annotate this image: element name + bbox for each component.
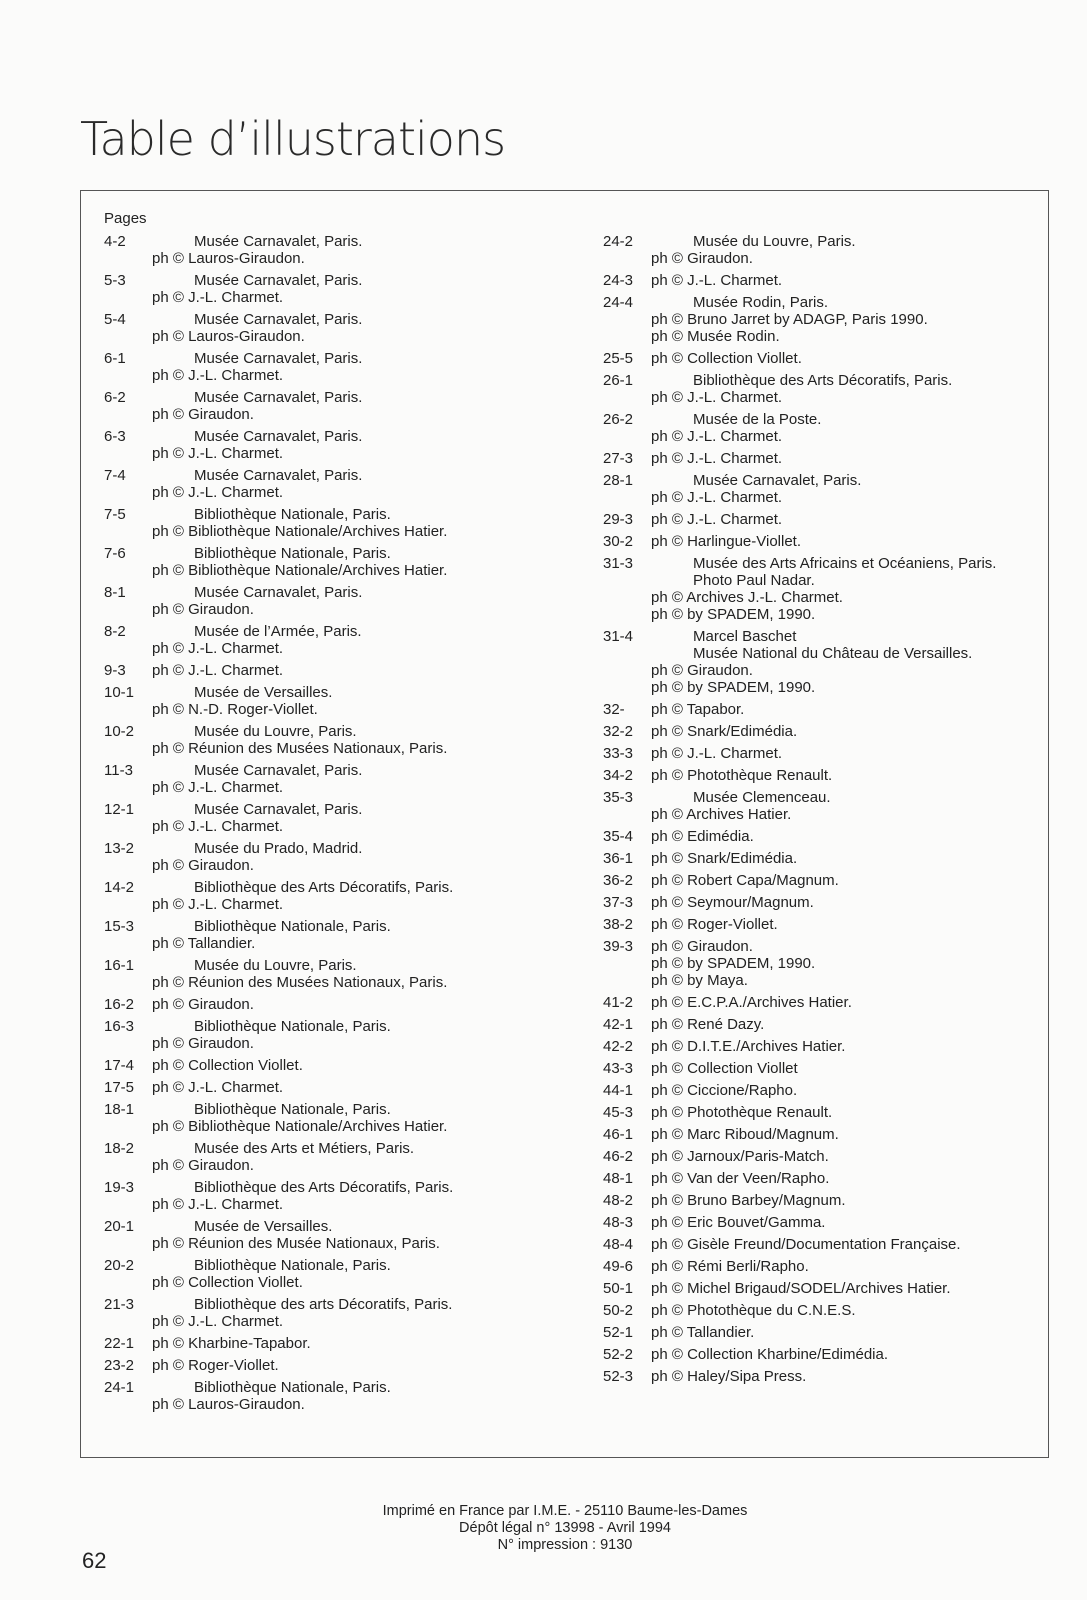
photo-credit: ph © by SPADEM, 1990. <box>651 606 816 623</box>
illustration-entry <box>603 745 1043 762</box>
source-location: Musée du Louvre, Paris. <box>194 957 357 974</box>
illustration-entry <box>104 233 574 267</box>
page-reference: 35-3 <box>603 789 634 806</box>
source-location: Musée de Versailles. <box>194 684 333 701</box>
page-reference: 18-1 <box>104 1101 135 1118</box>
page-title: Table d’illustrations <box>80 112 506 166</box>
right-column <box>603 233 1043 1390</box>
source-location: Bibliothèque Nationale, Paris. <box>194 545 391 562</box>
illustration-entry <box>603 789 1043 823</box>
photo-credit: ph © Tallandier. <box>651 1324 755 1341</box>
illustration-entry <box>603 533 1043 550</box>
source-location: Musée de l’Armée, Paris. <box>194 623 362 640</box>
photo-credit: ph © by SPADEM, 1990. <box>651 679 816 696</box>
page-reference: 7-4 <box>104 467 126 484</box>
illustration-entry <box>603 767 1043 784</box>
illustration-entry <box>603 233 1043 267</box>
photo-credit: ph © Tapabor. <box>651 701 745 718</box>
illustration-entry <box>104 840 574 874</box>
page-reference: 20-1 <box>104 1218 135 1235</box>
source-location: Bibliothèque Nationale, Paris. <box>194 1018 391 1035</box>
page-reference: 38-2 <box>603 916 634 933</box>
page-reference: 49-6 <box>603 1258 634 1275</box>
page-reference: 44-1 <box>603 1082 634 1099</box>
illustration-entry <box>104 389 574 423</box>
photo-credit: ph © Haley/Sipa Press. <box>651 1368 807 1385</box>
illustration-entry <box>603 701 1043 718</box>
illustration-entry <box>104 350 574 384</box>
page-reference: 24-3 <box>603 272 634 289</box>
page-reference: 41-2 <box>603 994 634 1011</box>
illustration-entry <box>603 1082 1043 1099</box>
page-reference: 29-3 <box>603 511 634 528</box>
source-location: Bibliothèque Nationale, Paris. <box>194 1257 391 1274</box>
photo-credit: ph © Archives J.-L. Charmet. <box>651 589 843 606</box>
photo-credit: ph © Tallandier. <box>152 935 256 952</box>
illustration-entry <box>104 1018 574 1052</box>
source-location: Musée Rodin, Paris. <box>693 294 829 311</box>
page-reference: 42-1 <box>603 1016 634 1033</box>
photo-credit: ph © Photothèque du C.N.E.S. <box>651 1302 856 1319</box>
illustration-entry <box>603 1104 1043 1121</box>
page-reference: 32-2 <box>603 723 634 740</box>
colophon-printer: Imprimé en France par I.M.E. - 25110 Baume-les-Dames <box>382 1503 748 1519</box>
photo-credit: ph © Snark/Edimédia. <box>651 723 798 740</box>
illustration-entry <box>603 294 1043 345</box>
page-reference: 24-4 <box>603 294 634 311</box>
page-reference: 16-1 <box>104 957 135 974</box>
photo-credit: ph © E.C.P.A./Archives Hatier. <box>651 994 852 1011</box>
photo-credit: ph © Photothèque Renault. <box>651 767 833 784</box>
source-location: Musée Carnavalet, Paris. <box>194 311 363 328</box>
page-reference: 43-3 <box>603 1060 634 1077</box>
illustration-entry <box>603 411 1043 445</box>
photo-credit: ph © J.-L. Charmet. <box>152 779 284 796</box>
illustration-entry <box>104 801 574 835</box>
illustration-entry <box>104 623 574 657</box>
page-reference: 26-1 <box>603 372 634 389</box>
printer-colophon <box>0 1503 1087 1554</box>
source-location: Musée National du Château de Versailles. <box>693 645 973 662</box>
illustration-entry <box>104 996 574 1013</box>
page-reference: 7-6 <box>104 545 126 562</box>
illustration-entry <box>104 272 574 306</box>
page-reference: 20-2 <box>104 1257 135 1274</box>
page-reference: 52-3 <box>603 1368 634 1385</box>
source-location: Bibliothèque des Arts Décoratifs, Paris. <box>194 1179 454 1196</box>
illustration-entry <box>603 828 1043 845</box>
page-number: 62 <box>82 1548 107 1573</box>
illustration-entry <box>104 1179 574 1213</box>
photo-credit: ph © Giraudon. <box>651 662 753 679</box>
photo-credit: ph © Giraudon. <box>651 938 753 955</box>
source-location: Musée Carnavalet, Paris. <box>194 350 363 367</box>
source-location: Musée Carnavalet, Paris. <box>194 272 363 289</box>
page-reference: 33-3 <box>603 745 634 762</box>
photo-credit: ph © Archives Hatier. <box>651 806 792 823</box>
illustration-entry <box>603 511 1043 528</box>
photo-credit: ph © Giraudon. <box>152 1035 254 1052</box>
illustration-entry <box>603 723 1043 740</box>
page-reference: 6-3 <box>104 428 126 445</box>
source-location: Musée du Prado, Madrid. <box>194 840 363 857</box>
illustration-entry <box>104 1101 574 1135</box>
page-reference: 19-3 <box>104 1179 135 1196</box>
photo-credit: ph © J.-L. Charmet. <box>152 367 284 384</box>
source-location: Musée du Louvre, Paris. <box>194 723 357 740</box>
page-reference: 14-2 <box>104 879 135 896</box>
page-reference: 52-1 <box>603 1324 634 1341</box>
photo-credit: ph © Lauros-Giraudon. <box>152 328 305 345</box>
illustration-entry <box>104 1218 574 1252</box>
photo-credit: ph © J.-L. Charmet. <box>651 745 783 762</box>
illustration-entry <box>104 1140 574 1174</box>
photo-credit: ph © Réunion des Musée Nationaux, Paris. <box>152 1235 440 1252</box>
photo-credit: ph © Collection Viollet. <box>152 1274 303 1291</box>
photo-credit: ph © Collection Viollet <box>651 1060 798 1077</box>
illustration-entry <box>104 428 574 462</box>
photo-credit: ph © J.-L. Charmet. <box>152 1079 284 1096</box>
photo-credit: ph © Photothèque Renault. <box>651 1104 833 1121</box>
page-reference: 31-3 <box>603 555 634 572</box>
photo-credit: ph © Bruno Barbey/Magnum. <box>651 1192 846 1209</box>
photo-credit: ph © J.-L. Charmet. <box>152 445 284 462</box>
source-location: Musée de Versailles. <box>194 1218 333 1235</box>
page-reference: 28-1 <box>603 472 634 489</box>
page-reference: 17-4 <box>104 1057 135 1074</box>
page-reference: 50-1 <box>603 1280 634 1297</box>
page-reference: 48-4 <box>603 1236 634 1253</box>
photo-credit: ph © Lauros-Giraudon. <box>152 250 305 267</box>
photo-credit: ph © Eric Bouvet/Gamma. <box>651 1214 826 1231</box>
photo-credit: ph © D.I.T.E./Archives Hatier. <box>651 1038 846 1055</box>
photo-credit: ph © N.-D. Roger-Viollet. <box>152 701 318 718</box>
page-reference: 9-3 <box>104 662 126 679</box>
page-reference: 24-2 <box>603 233 634 250</box>
page-reference: 48-1 <box>603 1170 634 1187</box>
photo-credit: ph © J.-L. Charmet. <box>152 896 284 913</box>
photo-credit: ph © Gisèle Freund/Documentation Française. <box>651 1236 961 1253</box>
source-location: Musée Clemenceau. <box>693 789 831 806</box>
photo-credit: ph © Edimédia. <box>651 828 754 845</box>
source-location: Bibliothèque des Arts Décoratifs, Paris. <box>693 372 953 389</box>
page-reference: 42-2 <box>603 1038 634 1055</box>
source-location: Musée Carnavalet, Paris. <box>194 762 363 779</box>
illustration-entry <box>104 1379 574 1413</box>
illustration-entry <box>603 994 1043 1011</box>
photo-credit: ph © J.-L. Charmet. <box>152 818 284 835</box>
photo-credit: ph © Collection Viollet. <box>651 350 802 367</box>
page-reference: 24-1 <box>104 1379 135 1396</box>
photo-credit: ph © Réunion des Musées Nationaux, Paris. <box>152 974 448 991</box>
illustration-entry <box>603 1016 1043 1033</box>
illustration-entry <box>603 1346 1043 1363</box>
photo-credit: ph © Snark/Edimédia. <box>651 850 798 867</box>
photo-credit: ph © J.-L. Charmet. <box>152 1313 284 1330</box>
photo-credit: ph © J.-L. Charmet. <box>152 1196 284 1213</box>
source-location: Bibliothèque Nationale, Paris. <box>194 918 391 935</box>
illustration-entry <box>104 1335 574 1352</box>
illustration-entry <box>104 918 574 952</box>
page-reference: 46-1 <box>603 1126 634 1143</box>
page-reference: 21-3 <box>104 1296 135 1313</box>
page-reference: 22-1 <box>104 1335 135 1352</box>
page-reference: 13-2 <box>104 840 135 857</box>
source-location: Musée Carnavalet, Paris. <box>194 389 363 406</box>
illustration-entry <box>603 1280 1043 1297</box>
photo-credit: ph © Robert Capa/Magnum. <box>651 872 839 889</box>
photo-credit: ph © J.-L. Charmet. <box>651 389 783 406</box>
photo-credit: ph © Giraudon. <box>152 1157 254 1174</box>
photo-credit: ph © Giraudon. <box>152 857 254 874</box>
page-reference: 39-3 <box>603 938 634 955</box>
illustration-entry <box>104 684 574 718</box>
photo-credit: ph © J.-L. Charmet. <box>651 272 783 289</box>
illustration-entry <box>104 1257 574 1291</box>
source-location: Bibliothèque des Arts Décoratifs, Paris. <box>194 879 454 896</box>
photo-credit: ph © Roger-Viollet. <box>152 1357 279 1374</box>
source-location: Musée Carnavalet, Paris. <box>194 801 363 818</box>
photo-credit: ph © Ciccione/Rapho. <box>651 1082 798 1099</box>
photo-credit: ph © Bibliothèque Nationale/Archives Hatier. <box>152 562 448 579</box>
illustration-entry <box>603 1060 1043 1077</box>
illustration-entry <box>603 1236 1043 1253</box>
photo-credit: ph © Giraudon. <box>152 406 254 423</box>
photo-credit: ph © by SPADEM, 1990. <box>651 955 816 972</box>
page-reference: 50-2 <box>603 1302 634 1319</box>
photo-credit: ph © J.-L. Charmet. <box>651 511 783 528</box>
illustration-entry <box>104 545 574 579</box>
illustration-entry <box>603 916 1043 933</box>
illustration-entry <box>104 506 574 540</box>
colophon-print-number: N° impression : 9130 <box>497 1537 633 1553</box>
page-reference: 27-3 <box>603 450 634 467</box>
illustration-entry <box>603 450 1043 467</box>
page-reference: 17-5 <box>104 1079 135 1096</box>
illustration-entry <box>603 555 1043 623</box>
illustration-entry <box>603 272 1043 289</box>
page-reference: 8-2 <box>104 623 126 640</box>
page-reference: 37-3 <box>603 894 634 911</box>
page-reference: 5-4 <box>104 311 126 328</box>
source-location: Bibliothèque Nationale, Paris. <box>194 1101 391 1118</box>
photo-credit: ph © Bruno Jarret by ADAGP, Paris 1990. <box>651 311 928 328</box>
photo-credit: ph © Rémi Berli/Rapho. <box>651 1258 809 1275</box>
illustration-entry <box>603 372 1043 406</box>
page-reference: 36-2 <box>603 872 634 889</box>
source-location: Musée Carnavalet, Paris. <box>194 584 363 601</box>
page-reference: 6-1 <box>104 350 126 367</box>
illustration-entry <box>104 1079 574 1096</box>
page-reference: 52-2 <box>603 1346 634 1363</box>
photo-credit: ph © Giraudon. <box>651 250 753 267</box>
illustration-entry <box>603 350 1043 367</box>
photo-credit: ph © Michel Brigaud/SODEL/Archives Hatier. <box>651 1280 951 1297</box>
page-reference: 30-2 <box>603 533 634 550</box>
left-column <box>104 233 574 1418</box>
photo-credit: ph © Bibliothèque Nationale/Archives Hatier. <box>152 1118 448 1135</box>
page-reference: 31-4 <box>603 628 634 645</box>
source-location: Musée des Arts et Métiers, Paris. <box>194 1140 415 1157</box>
illustration-entry <box>104 1296 574 1330</box>
photo-credit: ph © Van der Veen/Rapho. <box>651 1170 830 1187</box>
page-reference: 32- <box>603 701 625 718</box>
illustration-entry <box>603 872 1043 889</box>
photo-credit: ph © Collection Viollet. <box>152 1057 303 1074</box>
photo-credit: ph © Kharbine-Tapabor. <box>152 1335 311 1352</box>
photo-credit: ph © Jarnoux/Paris-Match. <box>651 1148 829 1165</box>
page-reference: 48-3 <box>603 1214 634 1231</box>
colophon-legal-deposit: Dépôt légal n° 13998 - Avril 1994 <box>459 1520 671 1536</box>
page-reference: 25-5 <box>603 350 634 367</box>
page-reference: 36-1 <box>603 850 634 867</box>
photo-credit: ph © Lauros-Giraudon. <box>152 1396 305 1413</box>
page-reference: 48-2 <box>603 1192 634 1209</box>
photo-credit: ph © J.-L. Charmet. <box>152 484 284 501</box>
source-location: Bibliothèque des arts Décoratifs, Paris. <box>194 1296 453 1313</box>
photo-credit: ph © Giraudon. <box>152 996 254 1013</box>
pages-column-label: Pages <box>104 210 147 227</box>
photo-credit: ph © Marc Riboud/Magnum. <box>651 1126 839 1143</box>
photo-credit: ph © Bibliothèque Nationale/Archives Hatier. <box>152 523 448 540</box>
photo-credit: ph © J.-L. Charmet. <box>651 489 783 506</box>
illustration-entry <box>603 850 1043 867</box>
photo-credit: ph © Roger-Viollet. <box>651 916 778 933</box>
illustration-entry <box>104 467 574 501</box>
source-location: Bibliothèque Nationale, Paris. <box>194 506 391 523</box>
page-reference: 12-1 <box>104 801 135 818</box>
illustration-entry <box>603 1038 1043 1055</box>
page-reference: 16-3 <box>104 1018 135 1035</box>
source-location: Musée Carnavalet, Paris. <box>194 467 363 484</box>
illustration-entry <box>603 1170 1043 1187</box>
source-location: Musée des Arts Africains et Océaniens, Paris. <box>693 555 997 572</box>
illustration-entry <box>104 311 574 345</box>
illustration-entry <box>603 1368 1043 1385</box>
illustration-entry <box>603 1302 1043 1319</box>
photo-credit: ph © J.-L. Charmet. <box>152 662 284 679</box>
photo-credit: ph © René Dazy. <box>651 1016 765 1033</box>
page-reference: 35-4 <box>603 828 634 845</box>
page-reference: 11-3 <box>104 762 133 779</box>
illustration-entry <box>603 1192 1043 1209</box>
illustration-entry <box>603 1258 1043 1275</box>
photo-credit: ph © Seymour/Magnum. <box>651 894 814 911</box>
photo-credit: ph © Collection Kharbine/Edimédia. <box>651 1346 889 1363</box>
photo-credit: ph © Giraudon. <box>152 601 254 618</box>
illustration-entry <box>603 938 1043 989</box>
page-reference: 26-2 <box>603 411 634 428</box>
photo-credit: ph © by Maya. <box>651 972 748 989</box>
page-reference: 46-2 <box>603 1148 634 1165</box>
illustration-entry <box>104 879 574 913</box>
illustration-entry <box>603 1126 1043 1143</box>
illustration-entry <box>603 628 1043 696</box>
illustration-entry <box>104 1057 574 1074</box>
illustration-entry <box>104 957 574 991</box>
page-reference: 4-2 <box>104 233 126 250</box>
illustration-entry <box>603 1324 1043 1341</box>
photo-credit: ph © J.-L. Charmet. <box>651 450 783 467</box>
source-location: Photo Paul Nadar. <box>693 572 815 589</box>
illustration-entry <box>603 472 1043 506</box>
illustration-entry <box>104 1357 574 1374</box>
source-location: Musée Carnavalet, Paris. <box>194 233 363 250</box>
photo-credit: ph © Harlingue-Viollet. <box>651 533 802 550</box>
source-location: Marcel Baschet <box>693 628 797 645</box>
photo-credit: ph © J.-L. Charmet. <box>651 428 783 445</box>
page-reference: 7-5 <box>104 506 126 523</box>
illustration-entry <box>603 1148 1043 1165</box>
illustration-entry <box>104 662 574 679</box>
photo-credit: ph © Musée Rodin. <box>651 328 780 345</box>
illustration-entry <box>603 1214 1043 1231</box>
page-reference: 34-2 <box>603 767 634 784</box>
photo-credit: ph © J.-L. Charmet. <box>152 289 284 306</box>
photo-credit: ph © J.-L. Charmet. <box>152 640 284 657</box>
page-reference: 10-1 <box>104 684 135 701</box>
illustration-entry <box>104 723 574 757</box>
page-reference: 16-2 <box>104 996 135 1013</box>
illustration-entry <box>104 584 574 618</box>
page-reference: 6-2 <box>104 389 126 406</box>
page-reference: 8-1 <box>104 584 126 601</box>
page-reference: 15-3 <box>104 918 135 935</box>
source-location: Musée Carnavalet, Paris. <box>194 428 363 445</box>
photo-credit: ph © Réunion des Musées Nationaux, Paris. <box>152 740 448 757</box>
illustration-entry <box>603 894 1043 911</box>
illustration-entry <box>104 762 574 796</box>
source-location: Bibliothèque Nationale, Paris. <box>194 1379 391 1396</box>
page-reference: 23-2 <box>104 1357 135 1374</box>
page-reference: 18-2 <box>104 1140 135 1157</box>
page-reference: 45-3 <box>603 1104 634 1121</box>
page-reference: 10-2 <box>104 723 135 740</box>
source-location: Musée du Louvre, Paris. <box>693 233 856 250</box>
source-location: Musée Carnavalet, Paris. <box>693 472 862 489</box>
source-location: Musée de la Poste. <box>693 411 822 428</box>
page-reference: 5-3 <box>104 272 126 289</box>
